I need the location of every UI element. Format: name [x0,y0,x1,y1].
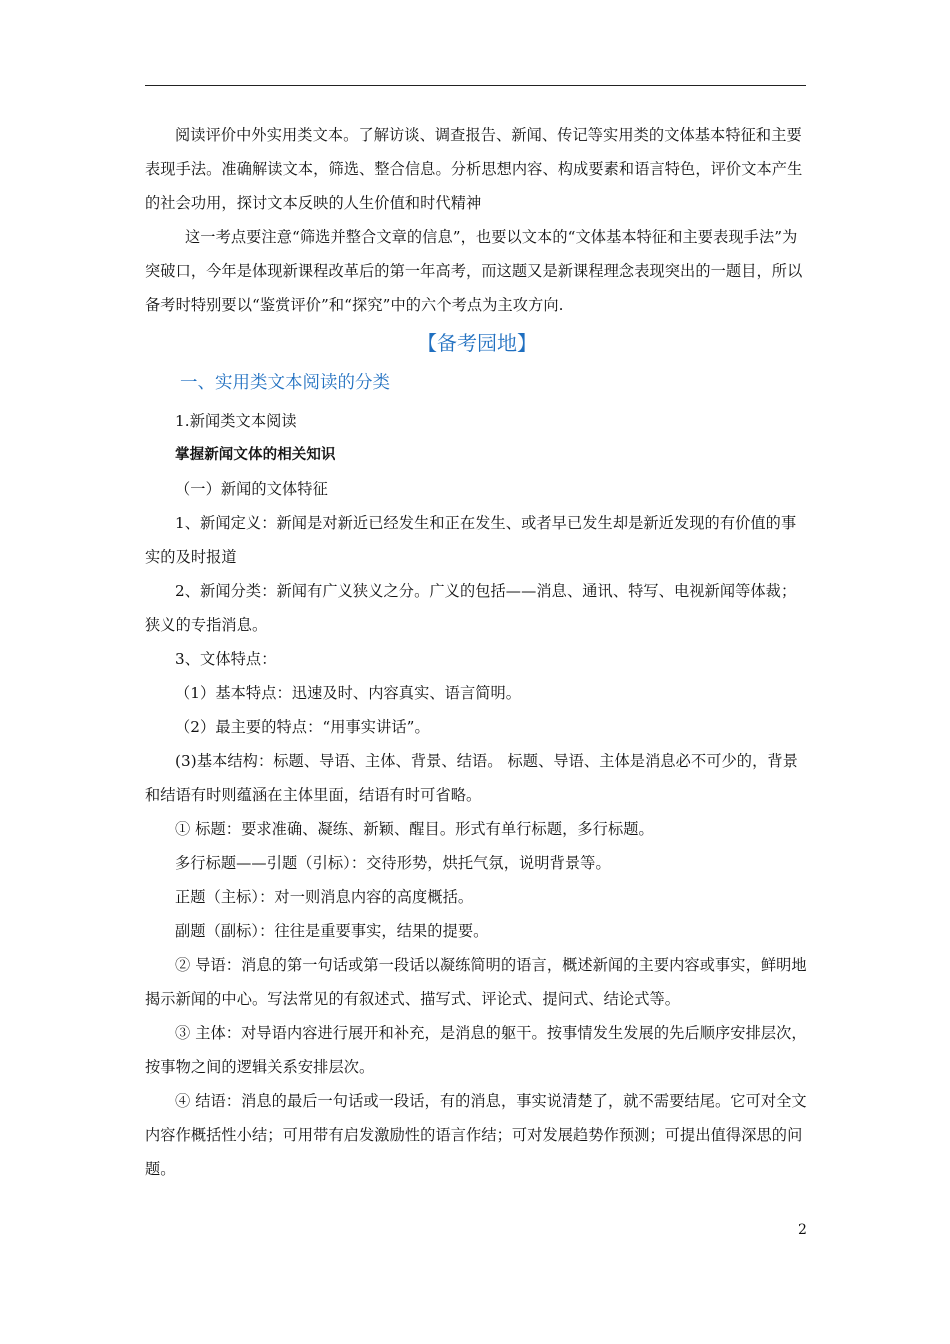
body-item: ③ 主体：对导语内容进行展开和补充，是消息的躯干。按事情发生发展的先后顺序安排层次，按事物之间的逻辑关系安排层次。 [145,1024,807,1076]
news-classification: 2、新闻分类：新闻有广义狭义之分。广义的包括——消息、通讯、特写、电视新闻等体裁；狭义的专指消息。 [145,582,797,634]
title-item: ① 标题：要求准确、凝练、新颖、醒目。形式有单行标题，多行标题。 [175,820,654,838]
ending-item: ④ 结语：消息的最后一句话或一段话，有的消息，事实说清楚了，就不需要结尾。它可对全文内容作概括性小结；可用带有启发激励性的语言作结；可对发展趋势作预测；可提出值得深思的问题。 [145,1092,807,1178]
lead-item: ② 导语：消息的第一句话或第一段话以凝练简明的语言，概述新闻的主要内容或事实，鲜明地揭示新闻的中心。写法常见的有叙述式、描写式、评论式、提问式、结论式等。 [145,956,807,1008]
main-title: 正题（主标）：对一则消息内容的高度概括。 [175,888,474,906]
subsection-title: 一、实用类文本阅读的分类 [180,373,390,393]
sub-heading-features: （一）新闻的文体特征 [175,480,328,498]
page-number: 2 [798,1222,807,1238]
intro-paragraph: 阅读评价中外实用类文本。了解访谈、调查报告、新闻、传记等实用类的文体基本特征和主要表现手法。准确解读文本，筛选、整合信息。分析思想内容、构成要素和语言特色，评价文本产生的社会功用，探讨文本反映的人生价值和时代精神 [145,126,803,212]
subtitle-item: 副题（副标）：往往是重要事实，结果的提要。 [175,922,489,940]
basic-features: （1）基本特点：迅速及时、内容真实、语言简明。 [175,684,522,702]
document-body [145,118,809,1186]
header-rule [145,85,806,86]
item-news-reading: 1.新闻类文本阅读 [175,412,297,430]
news-definition: 1、新闻定义：新闻是对新近已经发生和正在发生、或者早已发生却是新近发现的有价值的事实的及时报道 [145,514,797,566]
basic-structure: (3)基本结构：标题、导语、主体、背景、结语。 标题、导语、主体是消息必不可少的，背景和结语有时则蕴涵在主体里面，结语有时可省略。 [145,752,798,804]
style-features: 3、文体特点： [175,650,277,668]
main-feature: （2）最主要的特点：“用事实讲话”。 [175,718,430,736]
bold-subheading: 掌握新闻文体的相关知识 [175,447,336,463]
analysis-paragraph: 这一考点要注意“筛选并整合文章的信息”，也要以文本的“文体基本特征和主要表现手法”为突破口，今年是体现新课程改革后的第一年高考，而这题又是新课程理念表现突出的一题目，所以备考时特别要以“鉴赏评价”和“探究”中的六个考点为主攻方向. [145,228,803,314]
multi-line-title: 多行标题——引题（引标）：交待形势，烘托气氛，说明背景等。 [175,854,611,872]
section-heading: 【备考园地】 [417,331,537,355]
